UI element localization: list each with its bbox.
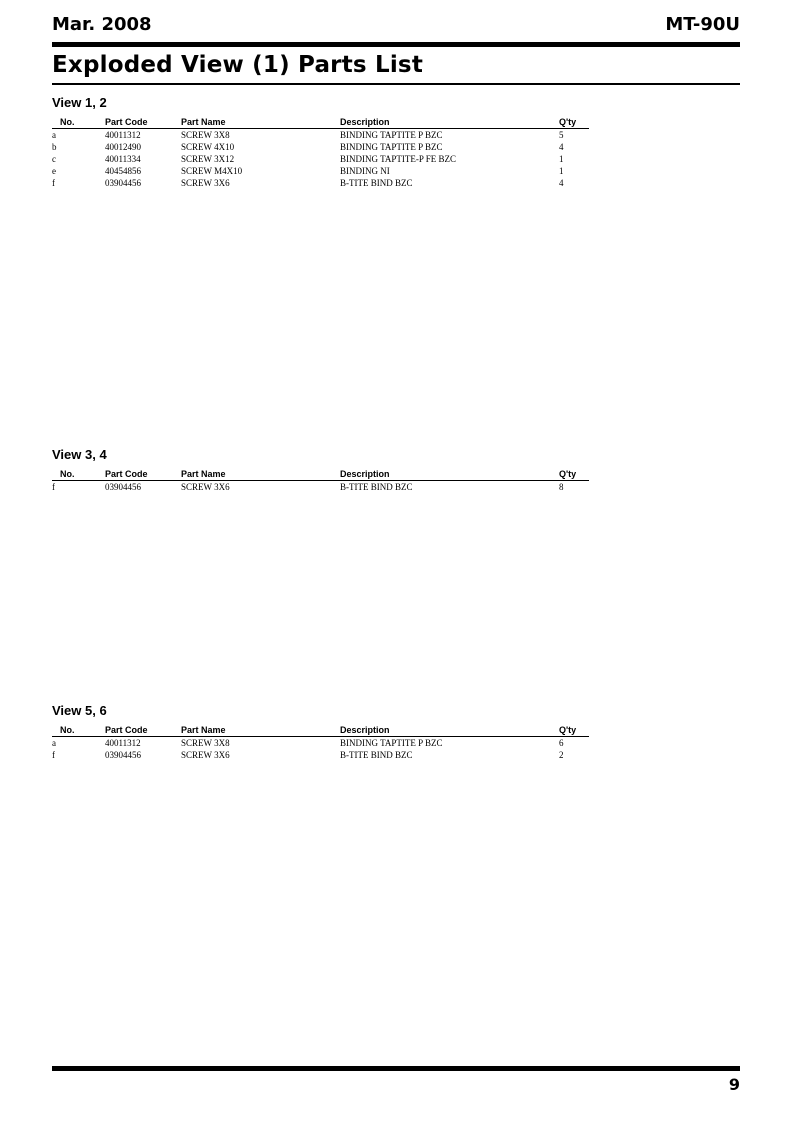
cell-no: a bbox=[52, 738, 56, 748]
section-view-5-6 bbox=[52, 703, 612, 761]
table-row bbox=[52, 141, 589, 153]
column-header-no: No. bbox=[52, 469, 105, 481]
parts-table bbox=[52, 117, 589, 189]
section-view-3-4 bbox=[52, 447, 612, 493]
section-view-1-2 bbox=[52, 95, 612, 189]
cell-name: SCREW 4X10 bbox=[181, 142, 235, 152]
cell-code: 03904456 bbox=[105, 178, 141, 188]
cell-code: 03904456 bbox=[105, 750, 141, 760]
cell-qty: 4 bbox=[559, 178, 564, 188]
section-title: View 5, 6 bbox=[52, 703, 107, 718]
page-number: 9 bbox=[728, 1075, 740, 1094]
table-row bbox=[52, 177, 589, 189]
column-header-qty: Q'ty bbox=[559, 725, 589, 737]
cell-qty: 8 bbox=[559, 482, 564, 492]
column-header-code: Part Code bbox=[105, 469, 181, 481]
cell-description: B-TITE BIND BZC bbox=[340, 750, 413, 760]
table-header-row bbox=[52, 469, 589, 481]
cell-qty: 5 bbox=[559, 130, 564, 140]
cell-description: B-TITE BIND BZC bbox=[340, 482, 413, 492]
cell-description: BINDING TAPTITE P BZC bbox=[340, 738, 443, 748]
cell-name: SCREW 3X6 bbox=[181, 178, 230, 188]
cell-code: 40011312 bbox=[105, 130, 141, 140]
column-header-code: Part Code bbox=[105, 117, 181, 129]
cell-qty: 1 bbox=[559, 166, 564, 176]
cell-no: f bbox=[52, 750, 55, 760]
table-row bbox=[52, 129, 589, 142]
column-header-description: Description bbox=[340, 469, 559, 481]
cell-code: 40011312 bbox=[105, 738, 141, 748]
cell-qty: 4 bbox=[559, 142, 564, 152]
header-model: MT-90U bbox=[665, 14, 740, 35]
cell-no: f bbox=[52, 178, 55, 188]
title-rule bbox=[52, 83, 740, 85]
cell-code: 40011334 bbox=[105, 154, 141, 164]
table-row bbox=[52, 153, 589, 165]
cell-name: SCREW M4X10 bbox=[181, 166, 243, 176]
table-row bbox=[52, 481, 589, 494]
cell-no: c bbox=[52, 154, 56, 164]
cell-name: SCREW 3X8 bbox=[181, 738, 230, 748]
cell-no: f bbox=[52, 482, 55, 492]
header-date: Mar. 2008 bbox=[52, 14, 152, 35]
cell-code: 40454856 bbox=[105, 166, 141, 176]
table-header-row bbox=[52, 117, 589, 129]
column-header-no: No. bbox=[52, 117, 105, 129]
column-header-name: Part Name bbox=[181, 117, 340, 129]
table-header-row bbox=[52, 725, 589, 737]
cell-qty: 2 bbox=[559, 750, 564, 760]
column-header-qty: Q'ty bbox=[559, 469, 589, 481]
cell-name: SCREW 3X12 bbox=[181, 154, 235, 164]
cell-description: BINDING TAPTITE P BZC bbox=[340, 130, 443, 140]
column-header-qty: Q'ty bbox=[559, 117, 589, 129]
cell-no: a bbox=[52, 130, 56, 140]
table-row bbox=[52, 749, 589, 761]
cell-qty: 1 bbox=[559, 154, 564, 164]
cell-description: BINDING TAPTITE P BZC bbox=[340, 142, 443, 152]
cell-name: SCREW 3X6 bbox=[181, 482, 230, 492]
section-title: View 1, 2 bbox=[52, 95, 107, 110]
table-row bbox=[52, 165, 589, 177]
cell-name: SCREW 3X6 bbox=[181, 750, 230, 760]
column-header-name: Part Name bbox=[181, 725, 340, 737]
cell-no: e bbox=[52, 166, 56, 176]
footer-rule bbox=[52, 1066, 740, 1071]
cell-qty: 6 bbox=[559, 738, 564, 748]
column-header-description: Description bbox=[340, 725, 559, 737]
parts-table bbox=[52, 725, 589, 761]
header-rule bbox=[52, 42, 740, 47]
cell-description: BINDING TAPTITE-P FE BZC bbox=[340, 154, 457, 164]
cell-no: b bbox=[52, 142, 57, 152]
column-header-description: Description bbox=[340, 117, 559, 129]
cell-code: 40012490 bbox=[105, 142, 141, 152]
page-title: Exploded View (1) Parts List bbox=[52, 52, 424, 78]
parts-table bbox=[52, 469, 589, 493]
column-header-code: Part Code bbox=[105, 725, 181, 737]
cell-description: B-TITE BIND BZC bbox=[340, 178, 413, 188]
cell-description: BINDING NI bbox=[340, 166, 390, 176]
section-title: View 3, 4 bbox=[52, 447, 107, 462]
column-header-no: No. bbox=[52, 725, 105, 737]
cell-name: SCREW 3X8 bbox=[181, 130, 230, 140]
cell-code: 03904456 bbox=[105, 482, 141, 492]
table-row bbox=[52, 737, 589, 750]
column-header-name: Part Name bbox=[181, 469, 340, 481]
